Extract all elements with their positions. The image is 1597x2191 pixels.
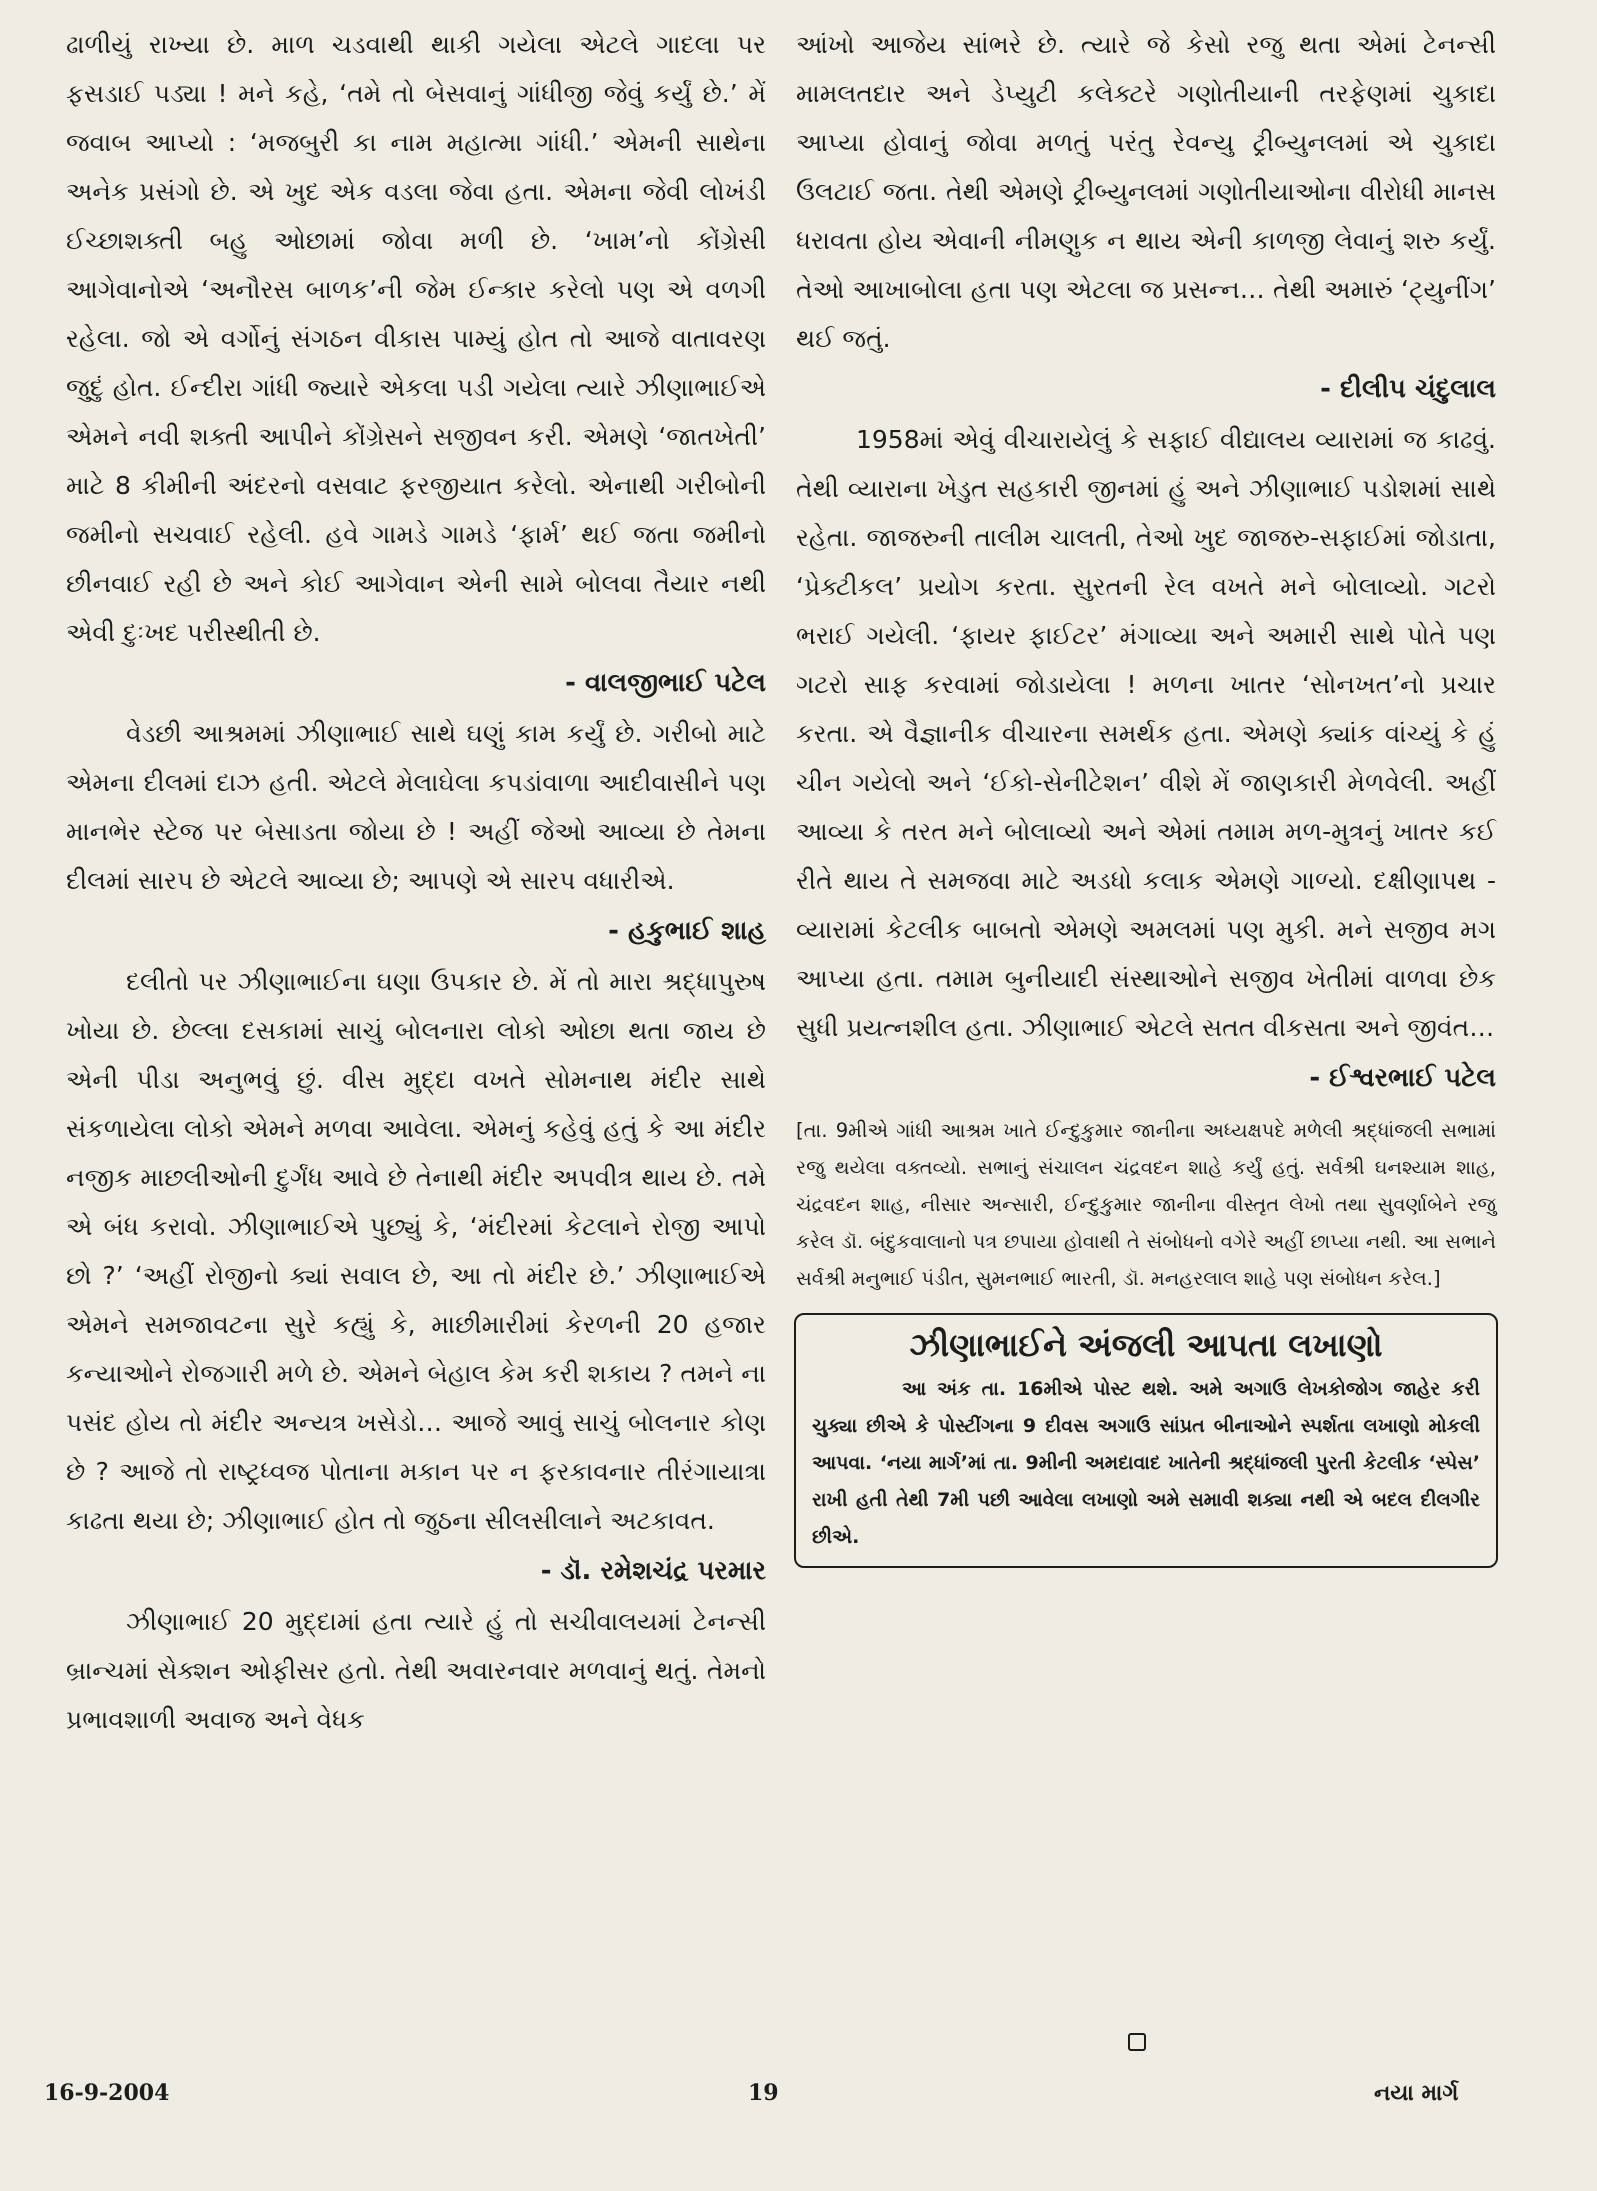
footer-date: 16-9-2004 xyxy=(44,2080,170,2106)
notice-body: આ અંક તા. 16મીએ પોસ્ટ થશે. અમે અગાઉ લેખકોજોગ જાહેર કરી ચુક્યા છીએ કે પોસ્ટીંગના 9 દીવસ અગાઉ સાંપ્રત બીનાઓને સ્પર્શતા લખાણો મોકલી આપવા. ‘નયા માર્ગ’માં તા. 9મીની અમદાવાદ ખાતેની શ્રદ્ધાંજલી પુરતી કેટલીક ‘સ્પેસ’ રાખી હતી તેથી 7મી પછી આવેલા લખાણો અમે સમાવી શક્યા નથી એ બદલ દીલગીર છીએ. xyxy=(812,1378,1480,1548)
author-signature: - ઈશ્વરભાઈ પટેલ xyxy=(1309,1063,1496,1093)
author-signature: - વાલજીભાઈ પટેલ xyxy=(565,668,766,698)
paragraph: ઢાળીયું રાખ્યા છે. માળ ચડવાથી થાકી ગયેલા એટલે ગાદલા પર ફસડાઈ પડ્યા ! મને કહે, ‘તમે તો બેસવાનું ગાંધીજી જેવું કર્યું છે.’ મેં જવાબ આપ્યો : ‘મજબુરી કા નામ મહાત્મા ગાંધી.’ એમની સાથેના અનેક પ્રસંગો છે. એ ખુદ એક વડલા જેવા હતા. એમના જેવી લોખંડી ઈચ્છાશક્તી બહુ ઓછામાં જોવા મળી છે. ‘ખામ’નો કોંગ્રેસી આગેવાનોએ ‘અનૌરસ બાળક’ની જેમ ઈન્કાર કરેલો પણ એ વળગી રહેલા. જો એ વર્ગોનું સંગઠન વીકાસ પામ્યું હોત તો આજે વાતાવરણ જુદું હોત. ઈન્દીરા ગાંધી જ્યારે એકલા પડી ગયેલા ત્યારે ઝીણાભાઈએ એમને નવી શક્તી આપીને કોંગ્રેસને સજીવન કરી. એમણે ‘જાતખેતી’ માટે 8 કીમીની અંદરનો વસવાટ ફરજીયાત કરેલો. એનાથી ગરીબોની જમીનો સચવાઈ રહેલી. હવે ગામડે ગામડે ‘ફાર્મ’ થઈ જતા જમીનો છીનવાઈ રહી છે અને કોઈ આગેવાન એની સામે બોલવા તૈયાર નથી એવી દુઃખદ પરીસ્થીતી છે. xyxy=(66,30,766,647)
paragraph: ઝીણાભાઈ 20 મુદ્દામાં હતા ત્યારે હું તો સચીવાલયમાં ટેનન્સી બ્રાન્ચમાં સેક્શન ઓફીસર હતો. તેથી અવારનવાર મળવાનું થતું. તેમનો પ્રભાવશાળી અવાજ અને વેધક xyxy=(66,1607,766,1734)
notice-box xyxy=(794,1313,1498,1568)
paragraph: વેડછી આશ્રમમાં ઝીણાભાઈ સાથે ઘણું કામ કર્યું છે. ગરીબો માટે એમના દીલમાં દાઝ હતી. એટલે મેલાઘેલા કપડાંવાળા આદીવાસીને પણ માનભેર સ્ટેજ પર બેસાડતા જોયા છે ! અહીં જેઓ આવ્યા છે તેમના દીલમાં સારપ છે એટલે આવ્યા છે; આપણે એ સારપ વધારીએ. xyxy=(66,719,766,895)
paragraph: આંખો આજેય સાંભરે છે. ત્યારે જે કેસો રજુ થતા એમાં ટેનન્સી મામલતદાર અને ડેપ્યુટી કલેક્ટરે ગણોતીયાની તરફેણમાં ચુકાદા આપ્યા હોવાનું જોવા મળતું પરંતુ રેવન્યુ ટ્રીબ્યુનલમાં એ ચુકાદા ઉલટાઈ જતા. તેથી એમણે ટ્રીબ્યુનલમાં ગણોતીયાઓના વીરોધી માનસ ધરાવતા હોય એવાની નીમણુક ન થાય એની કાળજી લેવાનું શરુ કર્યું. તેઓ આખાબોલા હતા પણ એટલા જ પ્રસન્ન… તેથી અમારું ‘ટ્યુનીંગ’ થઈ જતું. xyxy=(796,30,1496,353)
page-number: 19 xyxy=(748,2080,779,2106)
left-column xyxy=(66,20,766,1744)
paragraph: દલીતો પર ઝીણાભાઈના ઘણા ઉપકાર છે. મેં તો મારા શ્રદ્ધાપુરુષ ખોયા છે. છેલ્લા દસકામાં સાચું બોલનારા લોકો ઓછા થતા જાય છે એની પીડા અનુભવું છું. વીસ મુદ્દા વખતે સોમનાથ મંદીર સાથે સંકળાયેલા લોકો એમને મળવા આવેલા. એમનું કહેવું હતું કે આ મંદીર નજીક માછલીઓની દુર્ગંધ આવે છે તેનાથી મંદીર અપવીત્ર થાય છે. તમે એ બંધ કરાવો. ઝીણાભાઈએ પુછ્યું કે, ‘મંદીરમાં કેટલાને રોજી આપો છો ?’ ‘અહીં રોજીનો ક્યાં સવાલ છે, આ તો મંદીર છે.’ ઝીણાભાઈએ એમને સમજાવટના સુરે કહ્યું કે, માછીમારીમાં કેરળની 20 હજાર કન્યાઓને રોજગારી મળે છે. એમને બેહાલ કેમ કરી શકાય ? તમને ના પસંદ હોય તો મંદીર અન્યત્ર ખસેડો… આજે આવું સાચું બોલનાર કોણ છે ? આજે તો રાષ્ટ્રધ્વજ પોતાના મકાન પર ન ફરકાવનાર તીરંગાયાત્રા કાઢતા થયા છે; ઝીણાભાઈ હોત તો જુઠના સીલસીલાને અટકાવત. xyxy=(66,967,766,1535)
author-signature: - ડૉ. રમેશચંદ્ર પરમાર xyxy=(540,1556,766,1586)
end-of-article-icon xyxy=(1128,2033,1146,2051)
author-signature: - દીલીપ ચંદુલાલ xyxy=(1320,374,1496,404)
editor-note: [તા. 9મીએ ગાંધી આશ્રમ ખાતે ઈન્દુકુમાર જાનીના અધ્યક્ષપદે મળેલી શ્રદ્ધાંજલી સભામાં રજુ થયેલા વક્તવ્યો. સભાનું સંચાલન ચંદ્રવદન શાહે કર્યું હતું. સર્વશ્રી ઘનશ્યામ શાહ, ચંદ્રવદન શાહ, નીસાર અન્સારી, ઈન્દુકુમાર જાનીના વીસ્તૃત લેખો તથા સુવર્ણાબેને રજુ કરેલ ડૉ. બંદુકવાલાનો પત્ર છપાયા હોવાથી તે સંબોધનો વગેરે અહીં છાપ્યા નથી. આ સભાને સર્વશ્રી મનુભાઈ પંડીત, સુમનભાઈ ભારતી, ડૉ. મનહરલાલ શાહે પણ સંબોધન કરેલ.] xyxy=(796,1119,1496,1290)
paragraph: 1958માં એવું વીચારાયેલું કે સફાઈ વીદ્યાલય વ્યારામાં જ કાઢવું. તેથી વ્યારાના ખેડુત સહકારી જીનમાં હું અને ઝીણાભાઈ પડોશમાં સાથે રહેતા. જાજરુની તાલીમ ચાલતી, તેઓ ખુદ જાજરુ-સફાઈમાં જોડાતા, ‘પ્રેક્ટીકલ’ પ્રયોગ કરતા. સુરતની રેલ વખતે મને બોલાવ્યો. ગટરો ભરાઈ ગયેલી. ‘ફાયર ફાઈટર’ મંગાવ્યા અને અમારી સાથે પોતે પણ ગટરો સાફ કરવામાં જોડાયેલા ! મળના ખાતર ‘સોનખત’નો પ્રચાર કરતા. એ વૈજ્ઞાનીક વીચારના સમર્થક હતા. એમણે ક્યાંક વાંચ્યું કે હું ચીન ગયેલો અને ‘ઈકો-સેનીટેશન’ વીશે મેં જાણકારી મેળવેલી. અહીં આવ્યા કે તરત મને બોલાવ્યો અને એમાં તમામ મળ-મુત્રનું ખાતર કઈ રીતે થાય તે સમજવા માટે અડધો કલાક એમણે ગાળ્યો. દક્ષીણાપથ - વ્યારામાં કેટલીક બાબતો એમણે અમલમાં પણ મુકી. મને સજીવ મગ આપ્યા હતા. તમામ બુનીયાદી સંસ્થાઓને સજીવ ખેતીમાં વાળવા છેક સુધી પ્રયત્નશીલ હતા. ઝીણાભાઈ એટલે સતત વીકસતા અને જીવંત… xyxy=(796,425,1496,1042)
publication-name: નયા માર્ગ xyxy=(1374,2080,1459,2106)
right-column xyxy=(796,20,1496,1568)
author-signature: - હકુભાઈ શાહ xyxy=(608,916,766,946)
notice-title: ઝીણાભાઈને અંજલી આપતા લખાણો xyxy=(909,1326,1383,1364)
